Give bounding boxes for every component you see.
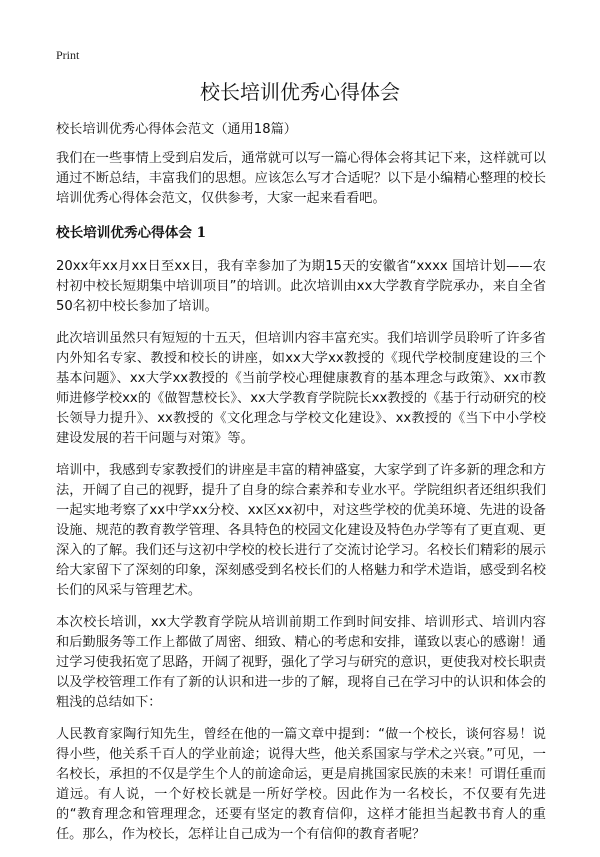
print-link[interactable]: Print bbox=[56, 48, 80, 62]
article-body bbox=[56, 120, 546, 857]
section-heading: 校长培训优秀心得体会 1 bbox=[56, 225, 207, 241]
section-paragraph-2: 此次培训虽然只有短短的十五天，但培训内容丰富充实。我们培训学员聆听了许多省内外知名专家、教授和校长的讲座，如xx大学xx教授的《现代学校制度建设的三个基本问题》、xx大学xx教授的《当前学校心理健康教育的基本理念与政策》、xx市教师进修学校xx的《做智慧校长》、xx大学教育学院院长xx教授的《基于行动研究的校长领导力提升》、xx教授的《文化理念与学校文化建设》、xx教授的《当下中小学校建设发展的若干问题与对策》等。 bbox=[56, 331, 546, 446]
article-subtitle: 校长培训优秀心得体会范文（通用18篇） bbox=[56, 122, 297, 137]
section-paragraph-4: 本次校长培训，xx大学教育学院从培训前期工作到时间安排、培训形式、培训内容和后勤服务等工作上都做了周密、细致、精心的考虑和安排，谨致以衷心的感谢！通过学习使我拓宽了思路，开阔了视野，强化了学习与研究的意识，更使我对校长职责以及学校管理工作有了新的认识和进一步的了解，现将自己在学习中的认识和体会的粗浅的总结如下： bbox=[56, 615, 546, 710]
section-paragraph-1: 20xx年xx月xx日至xx日，我有幸参加了为期15天的安徽省“xxxx 国培计划——农村初中校长短期集中培训项目”的培训。此次培训由xx大学教育学院承办，来自全省50名初中校长参加了培训。 bbox=[56, 259, 546, 314]
intro-paragraph: 我们在一些事情上受到启发后，通常就可以写一篇心得体会将其记下来，这样就可以通过不断总结，丰富我们的思想。应该怎么写才合适呢？以下是小编精心整理的校长培训优秀心得体会范文，仅供参考，大家一起来看看吧。 bbox=[56, 151, 546, 206]
section-paragraph-3: 培训中，我感到专家教授们的讲座是丰富的精神盛宴，大家学到了许多新的理念和方法，开阔了自己的视野，提升了自身的综合素养和专业水平。学院组织者还组织我们一起实地考察了xx中学xx分校、xx区xx初中，对这些学校的优美环境、先进的设备设施、规范的教育教学管理、各具特色的校园文化建设及特色办学等有了更直观、更深入的了解。我们还与这初中学校的校长进行了交流讨论学习。名校长们精彩的展示给大家留下了深刻的印象，深刻感受到名校长们的人格魅力和学术造诣，感受到名校长们的风采与管理艺术。 bbox=[56, 463, 546, 598]
page-title: 校长培训优秀心得体会 bbox=[200, 80, 400, 104]
section-paragraph-5: 人民教育家陶行知先生，曾经在他的一篇文章中提到：“做一个校长，谈何容易！说得小些，他关系千百人的学业前途；说得大些，他关系国家与学术之兴衰。”可见，一名校长，承担的不仅是学生个人的前途命运，更是肩挑国家民族的未来！可谓任重而道远。有人说，一个好校长就是一所好学校。因此作为一名校长，不仅要有先进的“教育理念和管理理念，还要有坚定的教育信仰，这样才能担当起教书育人的重任。那么，作为校长，怎样让自己成为一个有信仰的教育者呢？ bbox=[56, 727, 546, 842]
